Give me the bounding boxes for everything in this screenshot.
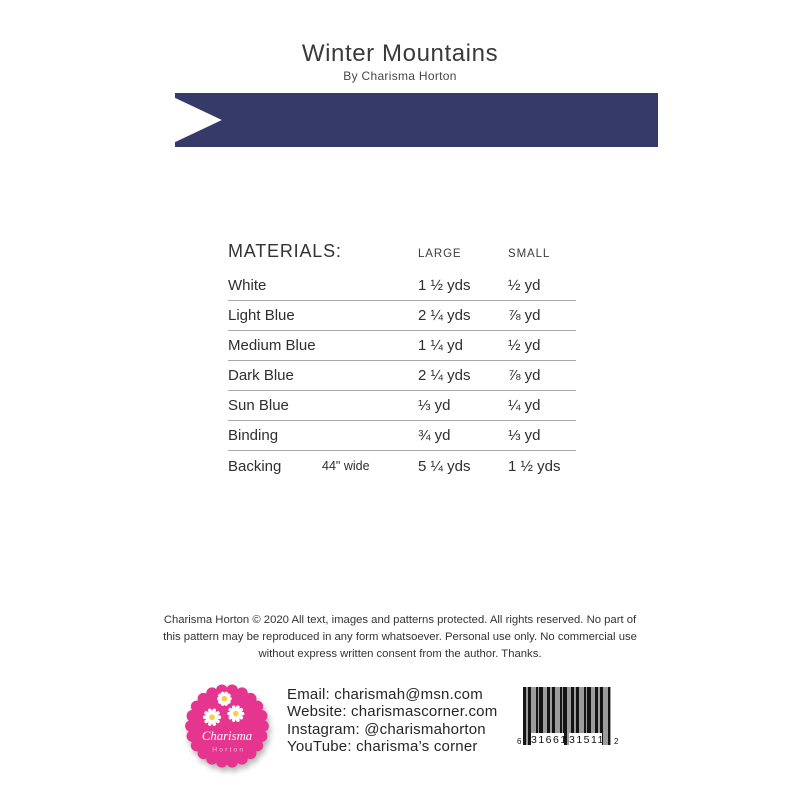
charisma-logo-badge (183, 682, 271, 770)
column-header-large: LARGE (418, 248, 462, 260)
table-row (228, 301, 576, 331)
copyright-notice (160, 612, 640, 662)
material-name: Medium Blue (228, 337, 316, 354)
material-name: Dark Blue (228, 367, 294, 384)
material-note: 44" wide (322, 459, 370, 473)
material-small: ⅞ yd (508, 307, 541, 324)
material-name: Backing (228, 457, 282, 475)
material-name: Sun Blue (228, 397, 289, 414)
contact-instagram: Instagram: @charismahorton (287, 720, 486, 738)
upc-barcode (517, 687, 621, 761)
copyright-line: Charisma Horton © 2020 All text, images and patterns protected. All rights reserved. No part of (163, 614, 637, 626)
contact-block (287, 686, 497, 755)
material-large: 2 ¼ yds (418, 367, 471, 384)
barcode-group2: 31511 (569, 734, 605, 746)
material-large: 1 ¼ yd (418, 337, 464, 354)
page-title: Winter Mountains (301, 40, 499, 67)
logo-script-name: Charisma (201, 729, 253, 744)
table-row (228, 421, 576, 451)
materials-rows (228, 271, 576, 481)
contact-email: Email: charismah@msn.com (287, 686, 483, 703)
material-small: ⅞ yd (508, 367, 541, 384)
contact-website: Website: charismascorner.com (287, 703, 498, 721)
material-small: ⅓ yd (508, 427, 541, 444)
page-byline: By Charisma Horton (343, 69, 457, 83)
material-small: 1 ½ yds (508, 457, 561, 475)
column-header-small: SMALL (508, 248, 551, 260)
table-row (228, 361, 576, 391)
material-name: Light Blue (228, 307, 295, 324)
barcode-right-digit: 2 (614, 737, 619, 746)
materials-header (228, 241, 576, 262)
logo-sub-name: Horton (212, 746, 246, 754)
table-row (228, 451, 576, 481)
barcode-group1: 31661 (531, 734, 568, 746)
material-large: 2 ¼ yds (418, 307, 471, 324)
copyright-line: without express written consent from the author. Thanks. (258, 647, 542, 660)
flower-badge-icon (183, 682, 271, 770)
table-row (228, 331, 576, 361)
material-small: ¼ yd (508, 397, 541, 414)
pennant-banner (175, 93, 658, 147)
material-large: 1 ½ yds (418, 277, 471, 294)
material-large: 5 ¼ yds (418, 457, 471, 475)
table-row (228, 271, 576, 301)
barcode-left-digit: 6 (517, 737, 522, 746)
table-row (228, 391, 576, 421)
material-large: ¾ yd (418, 427, 451, 444)
material-name: White (228, 277, 267, 294)
material-name: Binding (228, 427, 279, 444)
materials-heading: MATERIALS: (228, 241, 342, 261)
material-small: ½ yd (508, 337, 541, 354)
copyright-line: this pattern may be reproduced in any form whatsoever. Personal use only. No commercial use (163, 630, 637, 643)
contact-youtube: YouTube: charisma’s corner (287, 737, 478, 755)
material-small: ½ yd (508, 277, 541, 294)
material-large: ⅓ yd (418, 397, 451, 414)
materials-table (228, 241, 576, 481)
